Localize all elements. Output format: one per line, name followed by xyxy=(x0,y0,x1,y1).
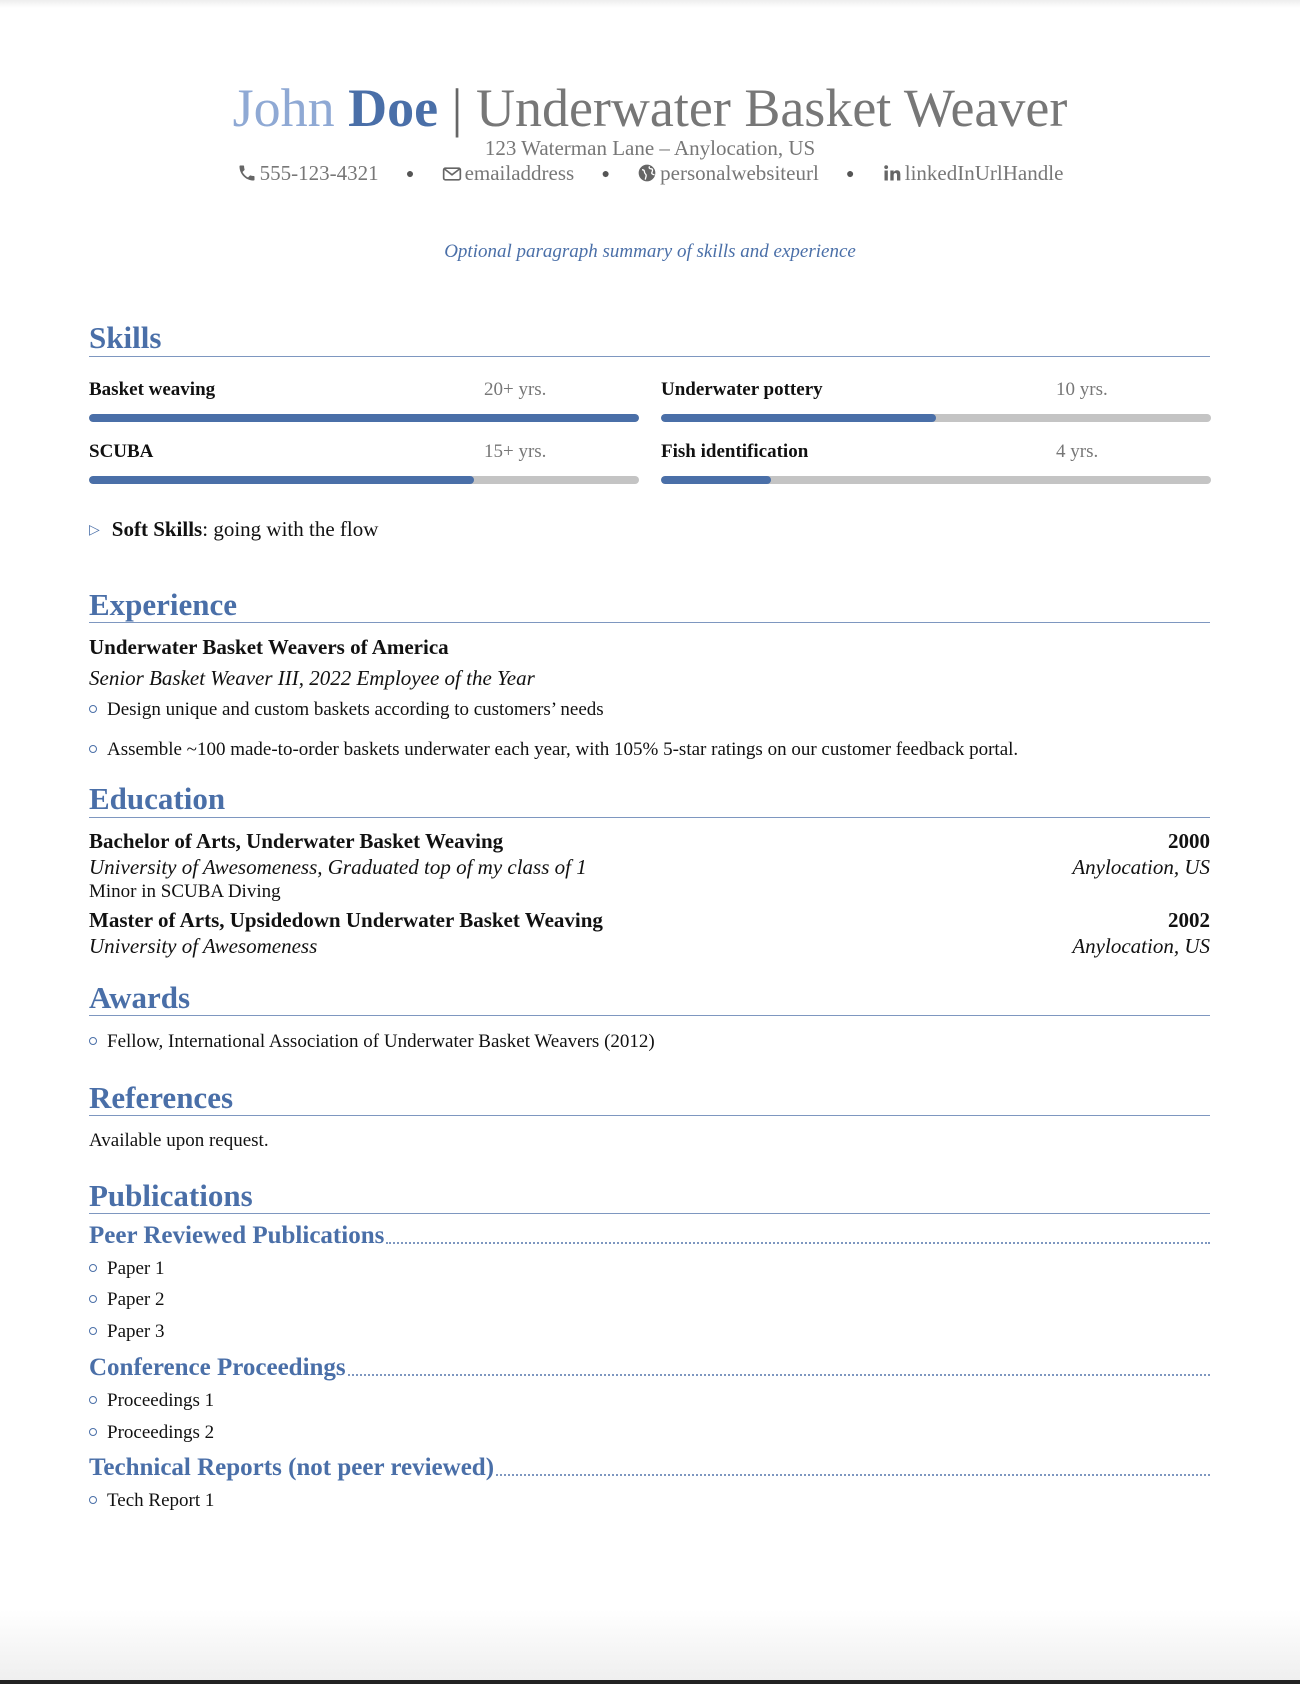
contact-separator: ● xyxy=(405,167,415,183)
skill-bar xyxy=(661,476,1211,484)
contact-separator: ● xyxy=(846,167,855,183)
globe-icon xyxy=(637,163,657,183)
first-name: John xyxy=(232,78,335,138)
school-location: Anylocation, US xyxy=(1072,855,1210,879)
school: University of Awesomeness, Graduated top of my class of 1 xyxy=(89,855,587,879)
website-contact[interactable] xyxy=(637,161,819,186)
skill-years: 20+ yrs. xyxy=(484,379,547,400)
envelope-icon xyxy=(442,165,462,183)
publications-rule xyxy=(89,1213,1210,1214)
experience-rule xyxy=(89,622,1210,623)
list-item xyxy=(89,1258,165,1280)
circle-bullet-icon xyxy=(89,1396,97,1404)
references-rule xyxy=(89,1115,1210,1116)
skill-bar-fill xyxy=(661,476,771,484)
minor: Minor in SCUBA Diving xyxy=(89,881,281,902)
skill-bar xyxy=(89,476,639,484)
school-location: Anylocation, US xyxy=(1072,934,1210,958)
list-item-text: Assemble ~100 made-to-order baskets underwater each year, with 105% 5-star ratings on our customer feedback portal. xyxy=(107,739,1019,760)
bottom-shade xyxy=(0,1610,1300,1684)
top-shade xyxy=(0,0,1300,8)
list-item-text: Proceedings 2 xyxy=(107,1422,215,1443)
education-rule xyxy=(89,817,1210,818)
skill-bar-fill xyxy=(89,476,474,484)
last-name: Doe xyxy=(348,78,439,138)
list-item xyxy=(89,1422,214,1444)
degree-year: 2002 xyxy=(1168,908,1210,932)
skill-name: SCUBA xyxy=(89,441,154,462)
phone-icon xyxy=(237,163,257,183)
website-text: personalwebsiteurl xyxy=(660,161,819,185)
circle-bullet-icon xyxy=(89,1264,97,1272)
skill-years: 10 yrs. xyxy=(1056,379,1108,400)
publication-group-label: Conference Proceedings xyxy=(89,1354,346,1381)
skill-years: 4 yrs. xyxy=(1056,441,1099,462)
school: University of Awesomeness xyxy=(89,934,318,958)
skills-rule xyxy=(89,356,1210,357)
job-title: Underwater Basket Weaver xyxy=(475,78,1068,138)
skill-bar-fill xyxy=(661,414,936,422)
awards-rule xyxy=(89,1015,1210,1016)
experience-heading: Experience xyxy=(89,587,238,622)
circle-bullet-icon xyxy=(89,1037,97,1045)
dotted-leader xyxy=(348,1374,1210,1376)
list-item-text: Paper 3 xyxy=(107,1321,165,1342)
references-text: Available upon request. xyxy=(89,1130,269,1151)
list-item-text: Paper 1 xyxy=(107,1258,165,1279)
list-item xyxy=(89,1289,165,1311)
skill-bar xyxy=(661,414,1211,422)
circle-bullet-icon xyxy=(89,1428,97,1436)
soft-skills-text: : going with the flow xyxy=(202,517,379,541)
list-item xyxy=(89,1390,214,1412)
address: 123 Waterman Lane – Anylocation, US xyxy=(484,136,816,160)
bottom-edge xyxy=(0,1680,1300,1684)
circle-bullet-icon xyxy=(89,1496,97,1504)
skill-bar xyxy=(89,414,639,422)
circle-bullet-icon xyxy=(89,1295,97,1303)
circle-bullet-icon xyxy=(89,1327,97,1335)
linkedin-icon xyxy=(882,163,902,183)
email-contact[interactable] xyxy=(442,161,575,186)
degree: Master of Arts, Upsidedown Underwater Basket Weaving xyxy=(89,908,603,932)
publication-group-title xyxy=(89,1354,1210,1382)
publication-group-title xyxy=(89,1222,1210,1250)
summary: Optional paragraph summary of skills and experience xyxy=(444,241,856,262)
degree-year: 2000 xyxy=(1168,829,1210,853)
soft-skills xyxy=(89,517,378,542)
publications-heading: Publications xyxy=(89,1178,253,1213)
name-title-line xyxy=(0,76,1300,140)
publication-group-label: Peer Reviewed Publications xyxy=(89,1222,385,1249)
education-heading: Education xyxy=(89,781,226,816)
contact-separator: ● xyxy=(601,167,610,183)
publication-group-title xyxy=(89,1454,1210,1482)
contact-line xyxy=(0,161,1300,186)
dotted-leader xyxy=(386,1242,1210,1244)
circle-bullet-icon xyxy=(89,705,97,713)
skill-name: Fish identification xyxy=(661,441,809,462)
linkedin-contact[interactable] xyxy=(882,161,1064,186)
phone-text: 555-123-4321 xyxy=(259,161,379,185)
name-separator: | xyxy=(451,78,463,138)
references-heading: References xyxy=(89,1080,234,1115)
job-role: Senior Basket Weaver III, 2022 Employee of the Year xyxy=(89,666,535,690)
circle-bullet-icon xyxy=(89,745,97,753)
skill-years: 15+ yrs. xyxy=(484,441,547,462)
list-item-text: Proceedings 1 xyxy=(107,1390,215,1411)
dotted-leader xyxy=(496,1474,1210,1476)
publication-group-label: Technical Reports (not peer reviewed) xyxy=(89,1454,495,1481)
list-item xyxy=(89,1031,655,1053)
list-item-text: Fellow, International Association of Underwater Basket Weavers (2012) xyxy=(107,1031,655,1052)
skill-name: Underwater pottery xyxy=(661,379,823,400)
triangle-bullet-icon: ▷ xyxy=(89,523,100,538)
linkedin-text: linkedInUrlHandle xyxy=(904,161,1064,185)
list-item xyxy=(89,1490,214,1512)
awards-heading: Awards xyxy=(89,980,191,1015)
employer: Underwater Basket Weavers of America xyxy=(89,635,449,659)
skill-bar-fill xyxy=(89,414,639,422)
list-item xyxy=(89,1321,165,1343)
soft-skills-label: Soft Skills xyxy=(111,517,203,541)
list-item-text: Tech Report 1 xyxy=(107,1490,215,1511)
skills-heading: Skills xyxy=(89,320,162,355)
list-item xyxy=(89,699,604,721)
list-item-text: Paper 2 xyxy=(107,1289,165,1310)
phone-contact[interactable] xyxy=(237,161,379,186)
degree: Bachelor of Arts, Underwater Basket Weaving xyxy=(89,829,504,853)
list-item-text: Design unique and custom baskets according to customers’ needs xyxy=(107,699,604,720)
email-text: emailaddress xyxy=(464,161,575,185)
skill-name: Basket weaving xyxy=(89,379,216,400)
list-item xyxy=(89,739,1018,761)
